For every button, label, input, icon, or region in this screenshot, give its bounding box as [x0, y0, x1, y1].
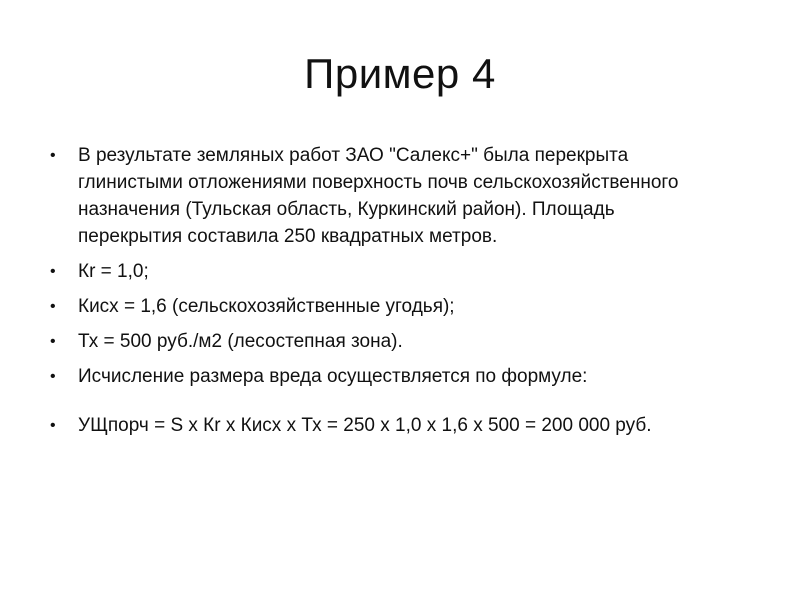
slide-title: Пример 4	[304, 50, 496, 97]
bullet-item-kisx	[46, 293, 696, 320]
bullet-text: Кисх = 1,6 (сельскохозяйственные угодья);	[78, 296, 455, 317]
bullet-dot-icon: •	[50, 333, 56, 350]
bullet-text: Кr = 1,0;	[78, 261, 149, 282]
bullet-text: УЩпорч = S x Кr x Кисх x Тх = 250 x 1,0 x 1,6 x 500 = 200 000 руб.	[78, 415, 652, 436]
bullet-dot-icon: •	[50, 147, 56, 164]
bullet-item-formula	[46, 412, 696, 439]
bullet-dot-icon: •	[50, 298, 56, 315]
bullet-item-description	[46, 142, 696, 250]
bullet-text: Исчисление размера вреда осуществляется по формуле:	[78, 366, 588, 387]
bullet-item-formula-intro	[46, 363, 696, 390]
bullet-dot-icon: •	[50, 263, 56, 280]
bullet-dot-icon: •	[50, 368, 56, 385]
bullet-dot-icon: •	[50, 417, 56, 434]
bullet-list	[46, 142, 696, 447]
bullet-item-kr	[46, 258, 696, 285]
bullet-text: В результате земляных работ ЗАО "Салекс+" была перекрыта глинистыми отложениями поверхность почв сельскохозяйственного назначения (Тульская область, Куркинский район). Площадь перекрытия составила 250 квадратных метров.	[78, 145, 679, 247]
bullet-item-tx	[46, 328, 696, 355]
bullet-text: Тх = 500 руб./м2 (лесостепная зона).	[78, 331, 403, 352]
